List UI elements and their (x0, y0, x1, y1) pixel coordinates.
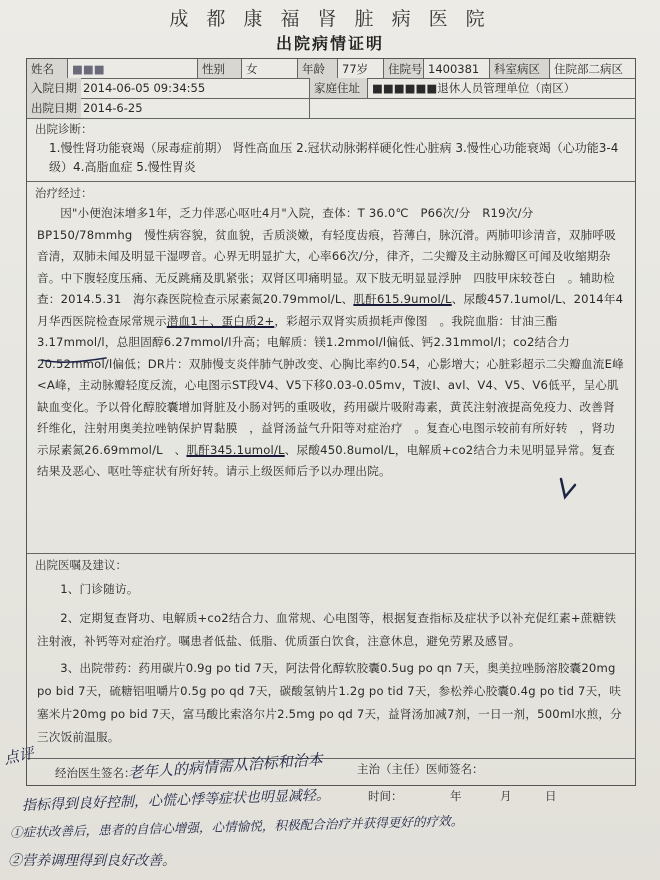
doctor-signature-label: 经治医生签名： (55, 766, 136, 780)
treatment-text-part-1: 因"小便泡沫增多1年，乏力伴恶心呕吐4月"入院，查体：T 36.0℃ P66次/分 R19次/分 BP150/78mmhg 慢性病容貌，贫血貌，舌质淡嫩，有轻度齿痕，苔薄白，脉沉滑。两肺叩诊清音，双肺呼吸音清，双肺未闻及明显干湿啰音。心界无明显扩大，心率66次/分，律齐，二尖瓣及主动脉瓣区可闻及收缩期杂音。中下腹轻度压痛、无反跳痛及肌紧张；双肾区叩痛明显。双下肢无明显显浮肿 四肢甲床较苍白 。辅助检查：2014.5.31 海尔森医院检查示尿素氮20.79mmol/L、 (37, 206, 616, 306)
patient-name: ■■■ (67, 59, 197, 78)
handwritten-line-1: 老年人的病情需从治标和治本 (127, 750, 324, 782)
month-label: 月 (500, 789, 512, 803)
empty-cell (309, 98, 637, 118)
handwritten-line-2: 指标得到良好控制，心慌心悸等症状也明显减轻。 (21, 787, 331, 814)
patient-gender: 女 (241, 59, 297, 78)
home-address: ■■■■■■退休人员管理单位（南区） (367, 78, 637, 98)
time-label: 时间： (368, 789, 403, 803)
pen-underline-mark (40, 340, 110, 366)
age-label: 年龄 (297, 59, 337, 78)
pen-check-mark (555, 475, 579, 505)
treatment-section (27, 182, 635, 554)
advice-item-1: 1、门诊随访。 (60, 582, 139, 596)
department-label: 科室病区 (489, 59, 549, 78)
document-title: 出院病情证明 (275, 34, 384, 53)
treatment-text-part-3: ，彩超示双肾实质损耗声像图 。我院血脂：甘油三酯3.17mmol/l，总胆固醇6.27mmol/l升高；电解质：镁1.2mmol/l偏低、钙2.31mmol/l；co2结合力20.52mmol/l偏低；DR片：双肺慢支炎伴肺气肿改变、心胸比率约0.54，心影增大；心脏彩超示二尖瓣血流E峰<A峰，主动脉瓣轻度反流，心电图示ST段V4、V5下移0.03-0.05mv，T波Ⅰ、avl、V4、V5、V6低平，呈心肌缺血变化。予以骨化醇胶囊增加肾脏及小肠对钙的重吸收，药用碳片吸附毒素，黄芪注射液提高免疫力、改善肾纤维化，注射用奥美拉唑钠保护胃黏膜 ，益肾汤益气升阳等对症治疗 。复查心电图示较前有所好转 ，肾功示尿素氮26.69mmol/L 、 (37, 313, 624, 457)
discharge-date: 2014-6-25 (83, 101, 143, 115)
handwritten-line-3: ①症状改善后，患者的自信心增强，心情愉悦，积极配合治疗并获得更好的疗效。 (9, 813, 464, 840)
treatment-text (27, 203, 635, 483)
admission-no: 1400381 (423, 59, 489, 78)
handwritten-side-note: 点评 (2, 743, 36, 768)
patient-info-row-2 (27, 78, 635, 99)
day-label: 日 (545, 789, 557, 803)
diagnosis-text: 1.慢性肾功能衰竭（尿毒症前期） 肾性高血压 2.冠状动脉粥样硬化性心脏病 3.慢性心功能衰竭（心功能3-4级）4.高脂血症 5.慢性胃炎 (49, 141, 619, 174)
creatinine-admission: 肌酐615.9umol/L (353, 292, 452, 306)
handwritten-line-4: ②营养调理得到良好改善。 (8, 853, 176, 869)
creatinine-recheck: 肌酐345.1umol/L (186, 442, 285, 457)
certificate-form (26, 58, 636, 786)
department-value: 住院部二病区 (549, 59, 637, 78)
patient-info-row-3 (27, 98, 635, 119)
signature-row (27, 759, 635, 787)
admit-date: 2014-06-05 09:34:55 (83, 81, 206, 95)
admit-date-label: 入院日期 (27, 78, 81, 98)
chief-signature-label: 主治（主任）医师签名： (357, 762, 484, 776)
year-label: 年 (450, 789, 462, 803)
urine-result: 潜血1＋、蛋白质2+ (166, 313, 275, 328)
advice-item-2: 2、定期复查肾功、电解质+co2结合力、血常规、心电图等，根据复查指标及症状予以补充促红素+蔗糖铁注射液，补钙等对症治疗。嘱患者低盐、低脂、优质蛋白饮食，注意休息，避免劳累及感冒。 (37, 610, 617, 648)
treatment-text-part-4: 、尿酸450.8umol/L，电解质+co2结合力未见明显异常。复查结果及恶心、呕吐等症状有所好转。请示上级医师后予以办理出院。 (37, 442, 615, 478)
name-label: 姓名 (27, 59, 67, 78)
advice-heading: 出院医嘱及建议： (35, 558, 127, 572)
discharge-date-label: 出院日期 (27, 98, 81, 118)
gender-label: 性别 (197, 59, 241, 78)
admission-no-label: 住院号 (383, 59, 423, 78)
diagnosis-section (27, 118, 635, 182)
treatment-heading: 治疗经过： (35, 186, 93, 200)
address-label: 家庭住址 (309, 78, 367, 98)
document-header (0, 6, 660, 56)
hospital-name: 成 都 康 福 肾 脏 病 医 院 (169, 8, 491, 30)
diagnosis-heading: 出院诊断： (35, 122, 93, 136)
advice-item-3: 3、出院带药：药用碳片0.9g po tid 7天，阿法骨化醇软胶囊0.5ug po qn 7天，奥美拉唑肠溶胶囊20mg po bid 7天，硫糖铝咀嚼片0.5g po qd 7天，碳酸氢钠片1.2g po tid 7天，参松养心胶囊0.4g po tid 7天，呋塞米片20mg po bid 7天，富马酸比索洛尔片2.5mg po qd 7天，益肾汤加减7剂，一日一剂，500ml水煎，分三次饭前温服。 (37, 660, 622, 744)
patient-age: 77岁 (337, 59, 383, 78)
treatment-text-part-2: 、尿酸457.1umol/L、2014年4月华西医院检查尿常规示 (37, 292, 624, 328)
discharge-advice-section (27, 554, 635, 759)
patient-info-row-1 (27, 59, 635, 79)
